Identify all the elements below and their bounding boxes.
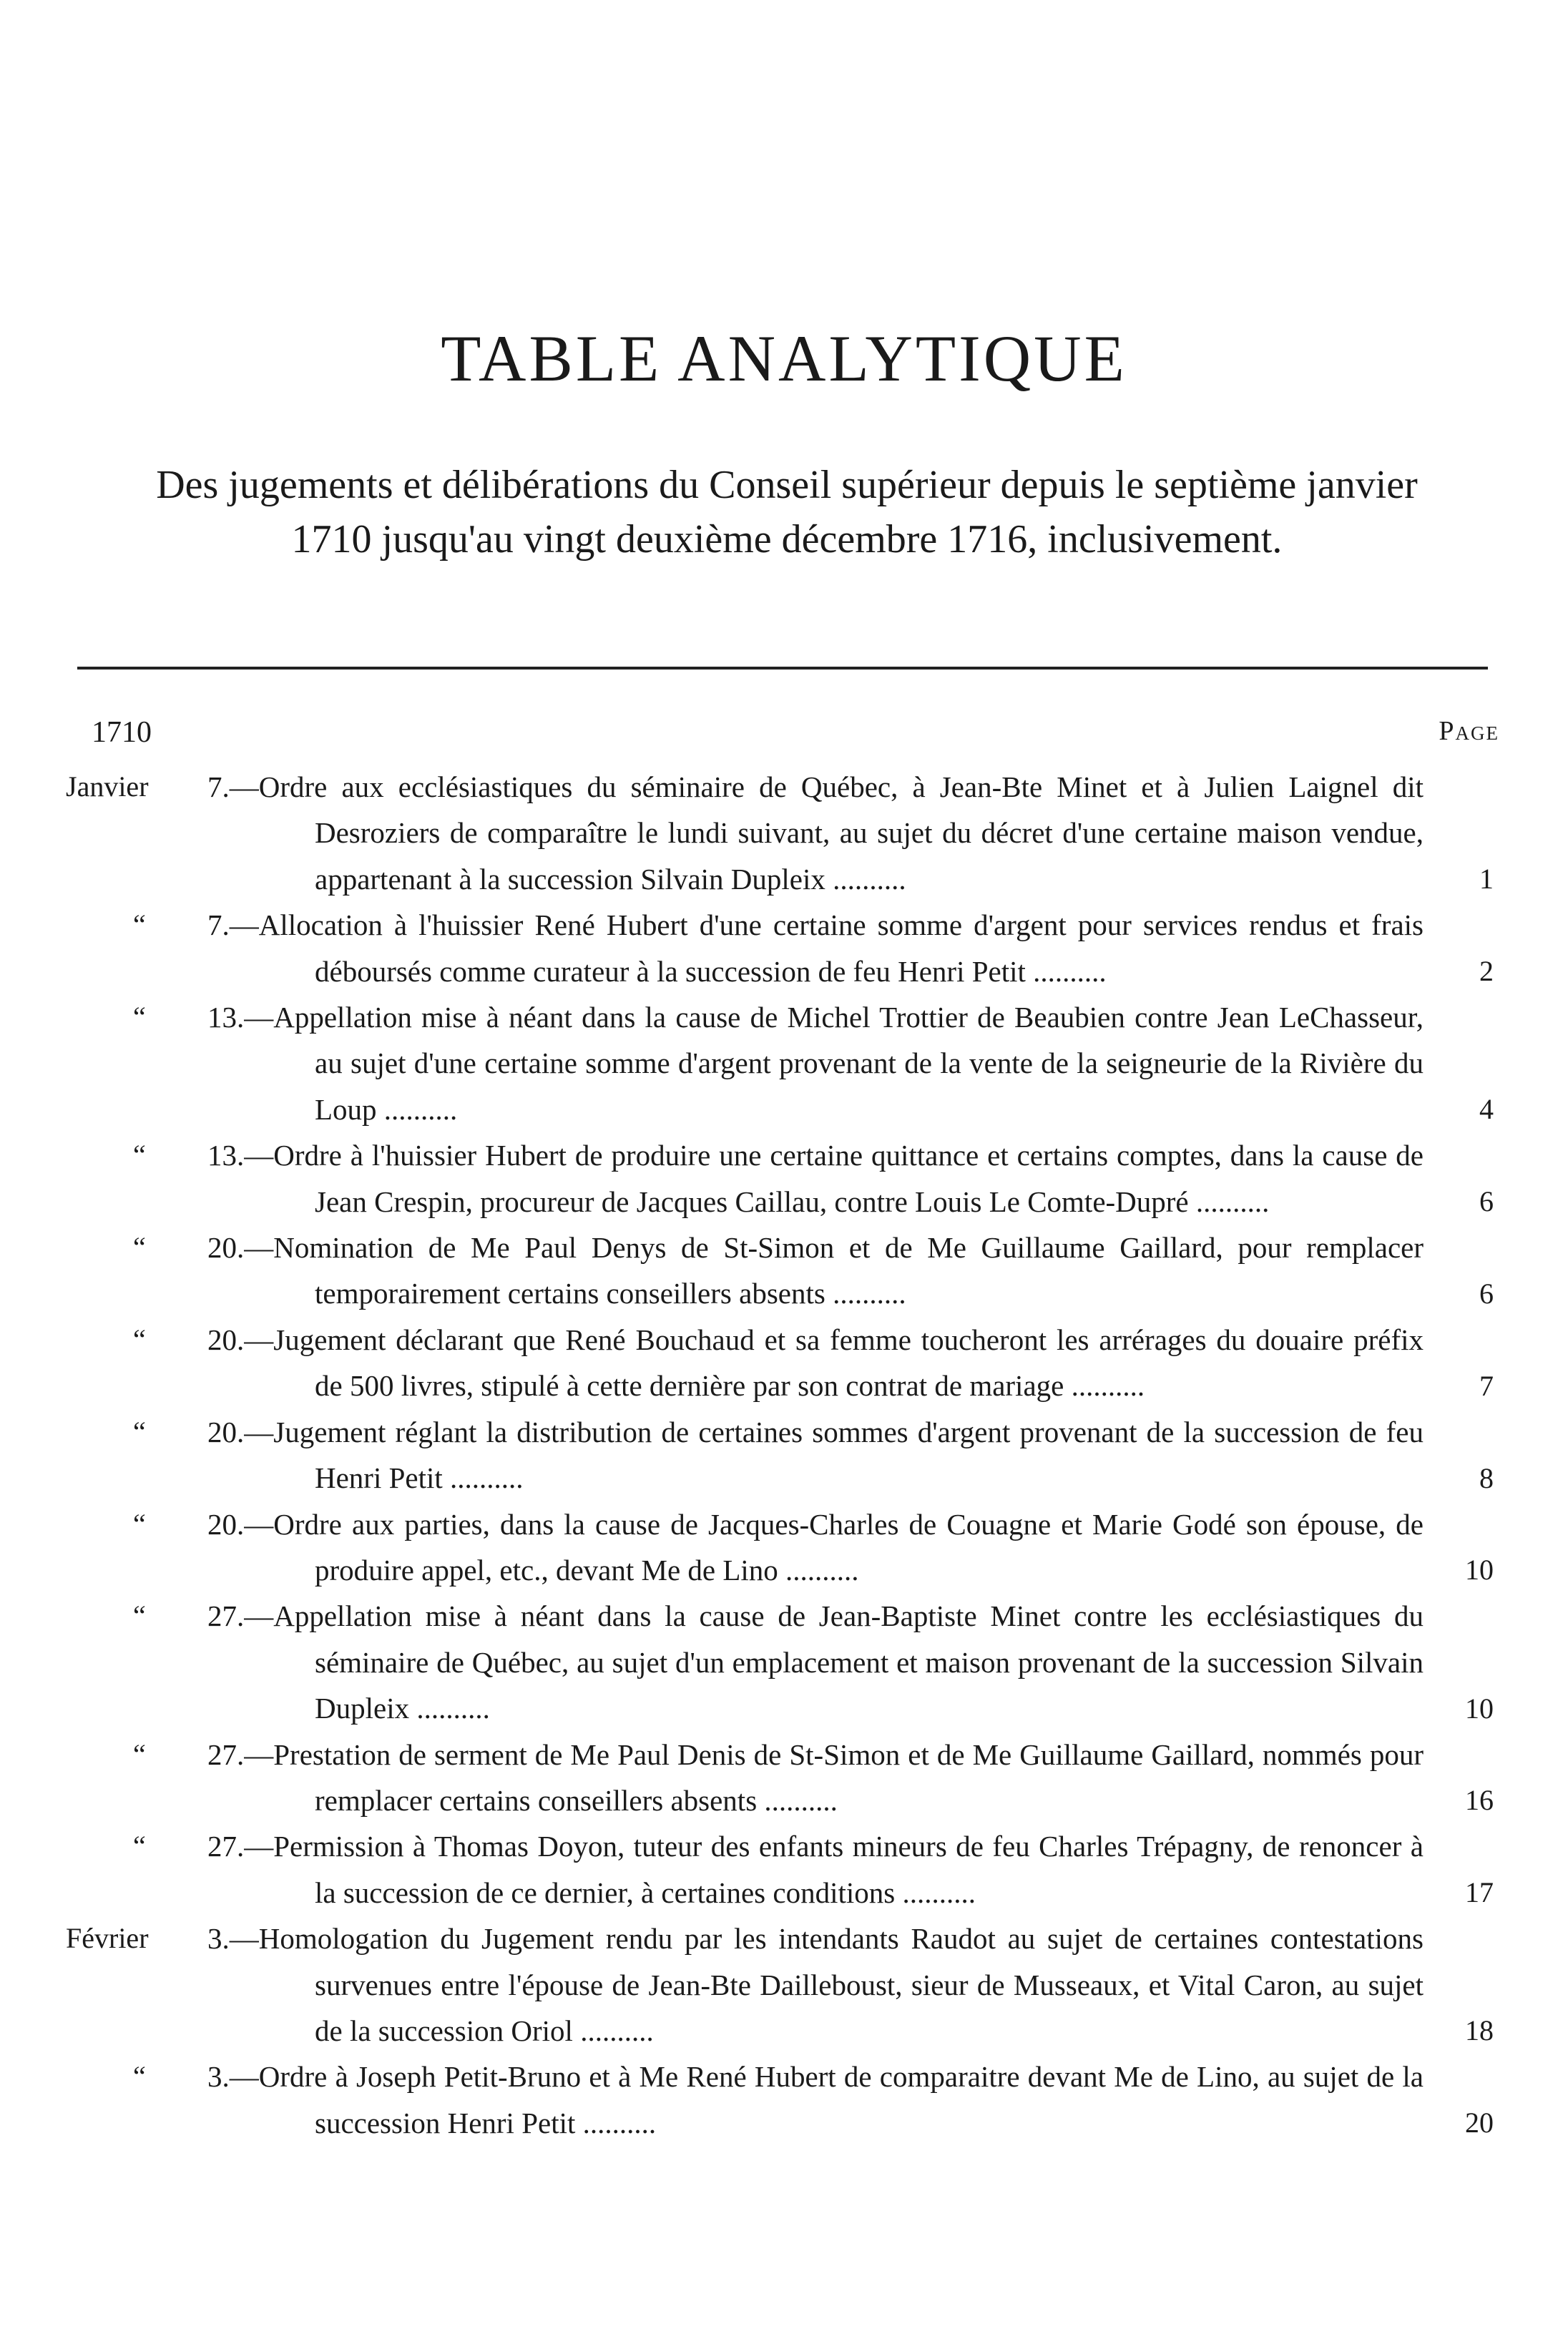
leader-dots: .......... bbox=[1188, 1185, 1270, 1218]
page-number: 6 bbox=[1479, 1277, 1494, 1310]
leader-dots: .......... bbox=[572, 2014, 654, 2047]
page-number: 16 bbox=[1465, 1784, 1494, 1817]
page-number: 2 bbox=[1479, 955, 1494, 988]
page-number: 4 bbox=[1479, 1093, 1494, 1126]
entry-text bbox=[207, 1823, 1424, 1916]
leader-dots: .......... bbox=[376, 1092, 458, 1126]
leader-dots: .......... bbox=[575, 2106, 657, 2139]
list-item bbox=[0, 764, 1568, 902]
entry-day: 3. bbox=[207, 1922, 230, 1956]
entry-description: Ordre aux parties, dans la cause de Jacques-Charles de Couagne et Marie Godé son épouse, de produire appel, etc., devant Me de Lino bbox=[273, 1507, 1424, 1587]
ditto-mark: “ bbox=[133, 1737, 146, 1770]
list-item bbox=[0, 902, 1568, 994]
list-item bbox=[0, 1916, 1568, 2054]
entry-day: 3. bbox=[207, 2060, 230, 2094]
page-number: 17 bbox=[1465, 1876, 1494, 1909]
entry-day: 20. bbox=[207, 1323, 245, 1356]
entry-text bbox=[207, 1225, 1424, 1317]
leader-dots: .......... bbox=[442, 1461, 524, 1495]
dash-separator: — bbox=[229, 2060, 259, 2094]
leader-dots: .......... bbox=[1064, 1369, 1145, 1403]
entry-day: 7. bbox=[207, 908, 230, 942]
entry-description: Ordre à l'huissier Hubert de produire une certaine quittance et certains comptes, dans la cause de Jean Crespin, procureur de Jacques Caillau, contre Louis Le Comte-Dupré bbox=[273, 1139, 1424, 1218]
dash-separator: — bbox=[229, 908, 259, 942]
page-number: 18 bbox=[1465, 2014, 1494, 2047]
list-item bbox=[0, 1823, 1568, 1916]
page-column-heading bbox=[1439, 715, 1499, 747]
leader-dots: .......... bbox=[825, 862, 906, 896]
page-number: 1 bbox=[1479, 863, 1494, 896]
month-label: Janvier bbox=[66, 770, 149, 803]
dash-separator: — bbox=[229, 770, 259, 803]
leader-dots: .......... bbox=[825, 1277, 906, 1310]
page-number: 8 bbox=[1479, 1461, 1494, 1494]
entry-day: 13. bbox=[207, 1139, 245, 1172]
dash-separator: — bbox=[244, 1001, 274, 1034]
leader-dots: .......... bbox=[895, 1875, 976, 1909]
ditto-mark: “ bbox=[133, 2060, 146, 2093]
list-item bbox=[0, 1132, 1568, 1225]
entry-description: Ordre à Joseph Petit-Bruno et à Me René Hubert de comparaitre devant Me de Lino, au sujet de la succession Henri Petit bbox=[258, 2060, 1424, 2139]
entry-text bbox=[207, 1409, 1424, 1501]
entry-description: Allocation à l'huissier René Hubert d'une certaine somme d'argent pour services rendus et frais déboursés comme curateur à la succession de feu Henri Petit bbox=[258, 908, 1424, 988]
entry-text bbox=[207, 902, 1424, 994]
leader-dots: .......... bbox=[1025, 954, 1107, 988]
list-item bbox=[0, 994, 1568, 1132]
page-number: 6 bbox=[1479, 1185, 1494, 1218]
entry-description: Nomination de Me Paul Denys de St-Simon et de Me Guillaume Gaillard, pour remplacer temporairement certains conseillers absents bbox=[273, 1231, 1424, 1310]
page-number: 10 bbox=[1465, 1554, 1494, 1587]
dash-separator: — bbox=[244, 1231, 274, 1265]
list-item bbox=[0, 1409, 1568, 1501]
ditto-mark: “ bbox=[133, 1323, 146, 1355]
entry-list bbox=[0, 764, 1568, 2146]
ditto-mark: “ bbox=[133, 1507, 146, 1540]
entry-day: 27. bbox=[207, 1599, 245, 1633]
entry-day: 20. bbox=[207, 1231, 245, 1265]
dash-separator: — bbox=[244, 1507, 274, 1541]
entry-text bbox=[207, 1593, 1424, 1731]
list-item bbox=[0, 1501, 1568, 1594]
header-rule bbox=[77, 667, 1488, 670]
month-label: Février bbox=[66, 1922, 149, 1955]
entry-description: Jugement réglant la distribution de certaines sommes d'argent provenant de la succession de feu Henri Petit bbox=[273, 1415, 1424, 1495]
entry-text bbox=[207, 1317, 1424, 1409]
dash-separator: — bbox=[244, 1830, 274, 1863]
dash-separator: — bbox=[244, 1323, 274, 1356]
dash-separator: — bbox=[229, 1922, 259, 1956]
entry-day: 27. bbox=[207, 1737, 245, 1771]
page-number: 20 bbox=[1465, 2107, 1494, 2139]
entry-description: Permission à Thomas Doyon, tuteur des enfants mineurs de feu Charles Trépagny, de renoncer à la succession de ce dernier, à certaines conditions bbox=[273, 1830, 1424, 1909]
entry-description: Ordre aux ecclésiastiques du séminaire de Québec, à Jean-Bte Minet et à Julien Laignel dit Desroziers de comparaître le lundi suivant, au sujet du décret d'une certaine maison vendue, appartenant à la succession Silvain Dupleix bbox=[258, 770, 1424, 896]
ditto-mark: “ bbox=[133, 1415, 146, 1448]
ditto-mark: “ bbox=[133, 1139, 146, 1172]
entry-day: 20. bbox=[207, 1415, 245, 1448]
entry-text bbox=[207, 1732, 1424, 1824]
page-label: Page bbox=[1439, 716, 1499, 746]
entry-description: Appellation mise à néant dans la cause de Michel Trottier de Beaubien contre Jean LeChasseur, au sujet d'une certaine somme d'argent provenant de la vente de la seigneurie de la Rivière du Loup bbox=[273, 1001, 1424, 1126]
page-number: 10 bbox=[1465, 1692, 1494, 1725]
list-item bbox=[0, 1317, 1568, 1409]
entry-text bbox=[207, 764, 1424, 902]
entry-day: 27. bbox=[207, 1830, 245, 1863]
page-title: TABLE ANALYTIQUE bbox=[441, 322, 1127, 395]
entry-text bbox=[207, 1132, 1424, 1225]
list-item bbox=[0, 2054, 1568, 2146]
entry-day: 20. bbox=[207, 1507, 245, 1541]
entry-text bbox=[207, 994, 1424, 1132]
dash-separator: — bbox=[244, 1737, 274, 1771]
list-item bbox=[0, 1732, 1568, 1824]
entry-day: 7. bbox=[207, 770, 230, 803]
dash-separator: — bbox=[244, 1599, 274, 1633]
dash-separator: — bbox=[244, 1139, 274, 1172]
ditto-mark: “ bbox=[133, 1001, 146, 1034]
page-subtitle: Des jugements et délibérations du Conseil supérieur depuis le septième janvier 1710 jusqu'au vingt deuxième décembre 1716, inclusivement. bbox=[156, 463, 1418, 562]
list-item bbox=[0, 1225, 1568, 1317]
entry-description: Prestation de serment de Me Paul Denis de St-Simon et de Me Guillaume Gaillard, nommés pour remplacer certains conseillers absents bbox=[273, 1737, 1424, 1817]
page-number: 7 bbox=[1479, 1369, 1494, 1402]
entry-text bbox=[207, 1501, 1424, 1594]
year-heading: 1710 bbox=[92, 716, 152, 749]
entry-text bbox=[207, 1916, 1424, 2054]
ditto-mark: “ bbox=[133, 1599, 146, 1632]
leader-dots: .......... bbox=[409, 1692, 490, 1725]
dash-separator: — bbox=[244, 1415, 274, 1448]
ditto-mark: “ bbox=[133, 908, 146, 941]
entry-description: Homologation du Jugement rendu par les intendants Raudot au sujet de certaines contestations survenues entre l'épouse de Jean-Bte Dailleboust, sieur de Musseaux, et Vital Caron, au sujet de la succession Oriol bbox=[258, 1922, 1424, 2047]
leader-dots: .......... bbox=[778, 1553, 859, 1587]
ditto-mark: “ bbox=[133, 1830, 146, 1863]
ditto-mark: “ bbox=[133, 1231, 146, 1264]
list-item bbox=[0, 1593, 1568, 1731]
entry-description: Appellation mise à néant dans la cause de Jean-Baptiste Minet contre les ecclésiastiques du séminaire de Québec, au sujet d'un emplacement et maison provenant de la succession Silvain Dupleix bbox=[273, 1599, 1424, 1725]
entry-text bbox=[207, 2054, 1424, 2146]
leader-dots: .......... bbox=[757, 1783, 838, 1817]
entry-description: Jugement déclarant que René Bouchaud et sa femme toucheront les arrérages du douaire préfix de 500 livres, stipulé à cette dernière par son contrat de mariage bbox=[273, 1323, 1424, 1403]
entry-day: 13. bbox=[207, 1001, 245, 1034]
